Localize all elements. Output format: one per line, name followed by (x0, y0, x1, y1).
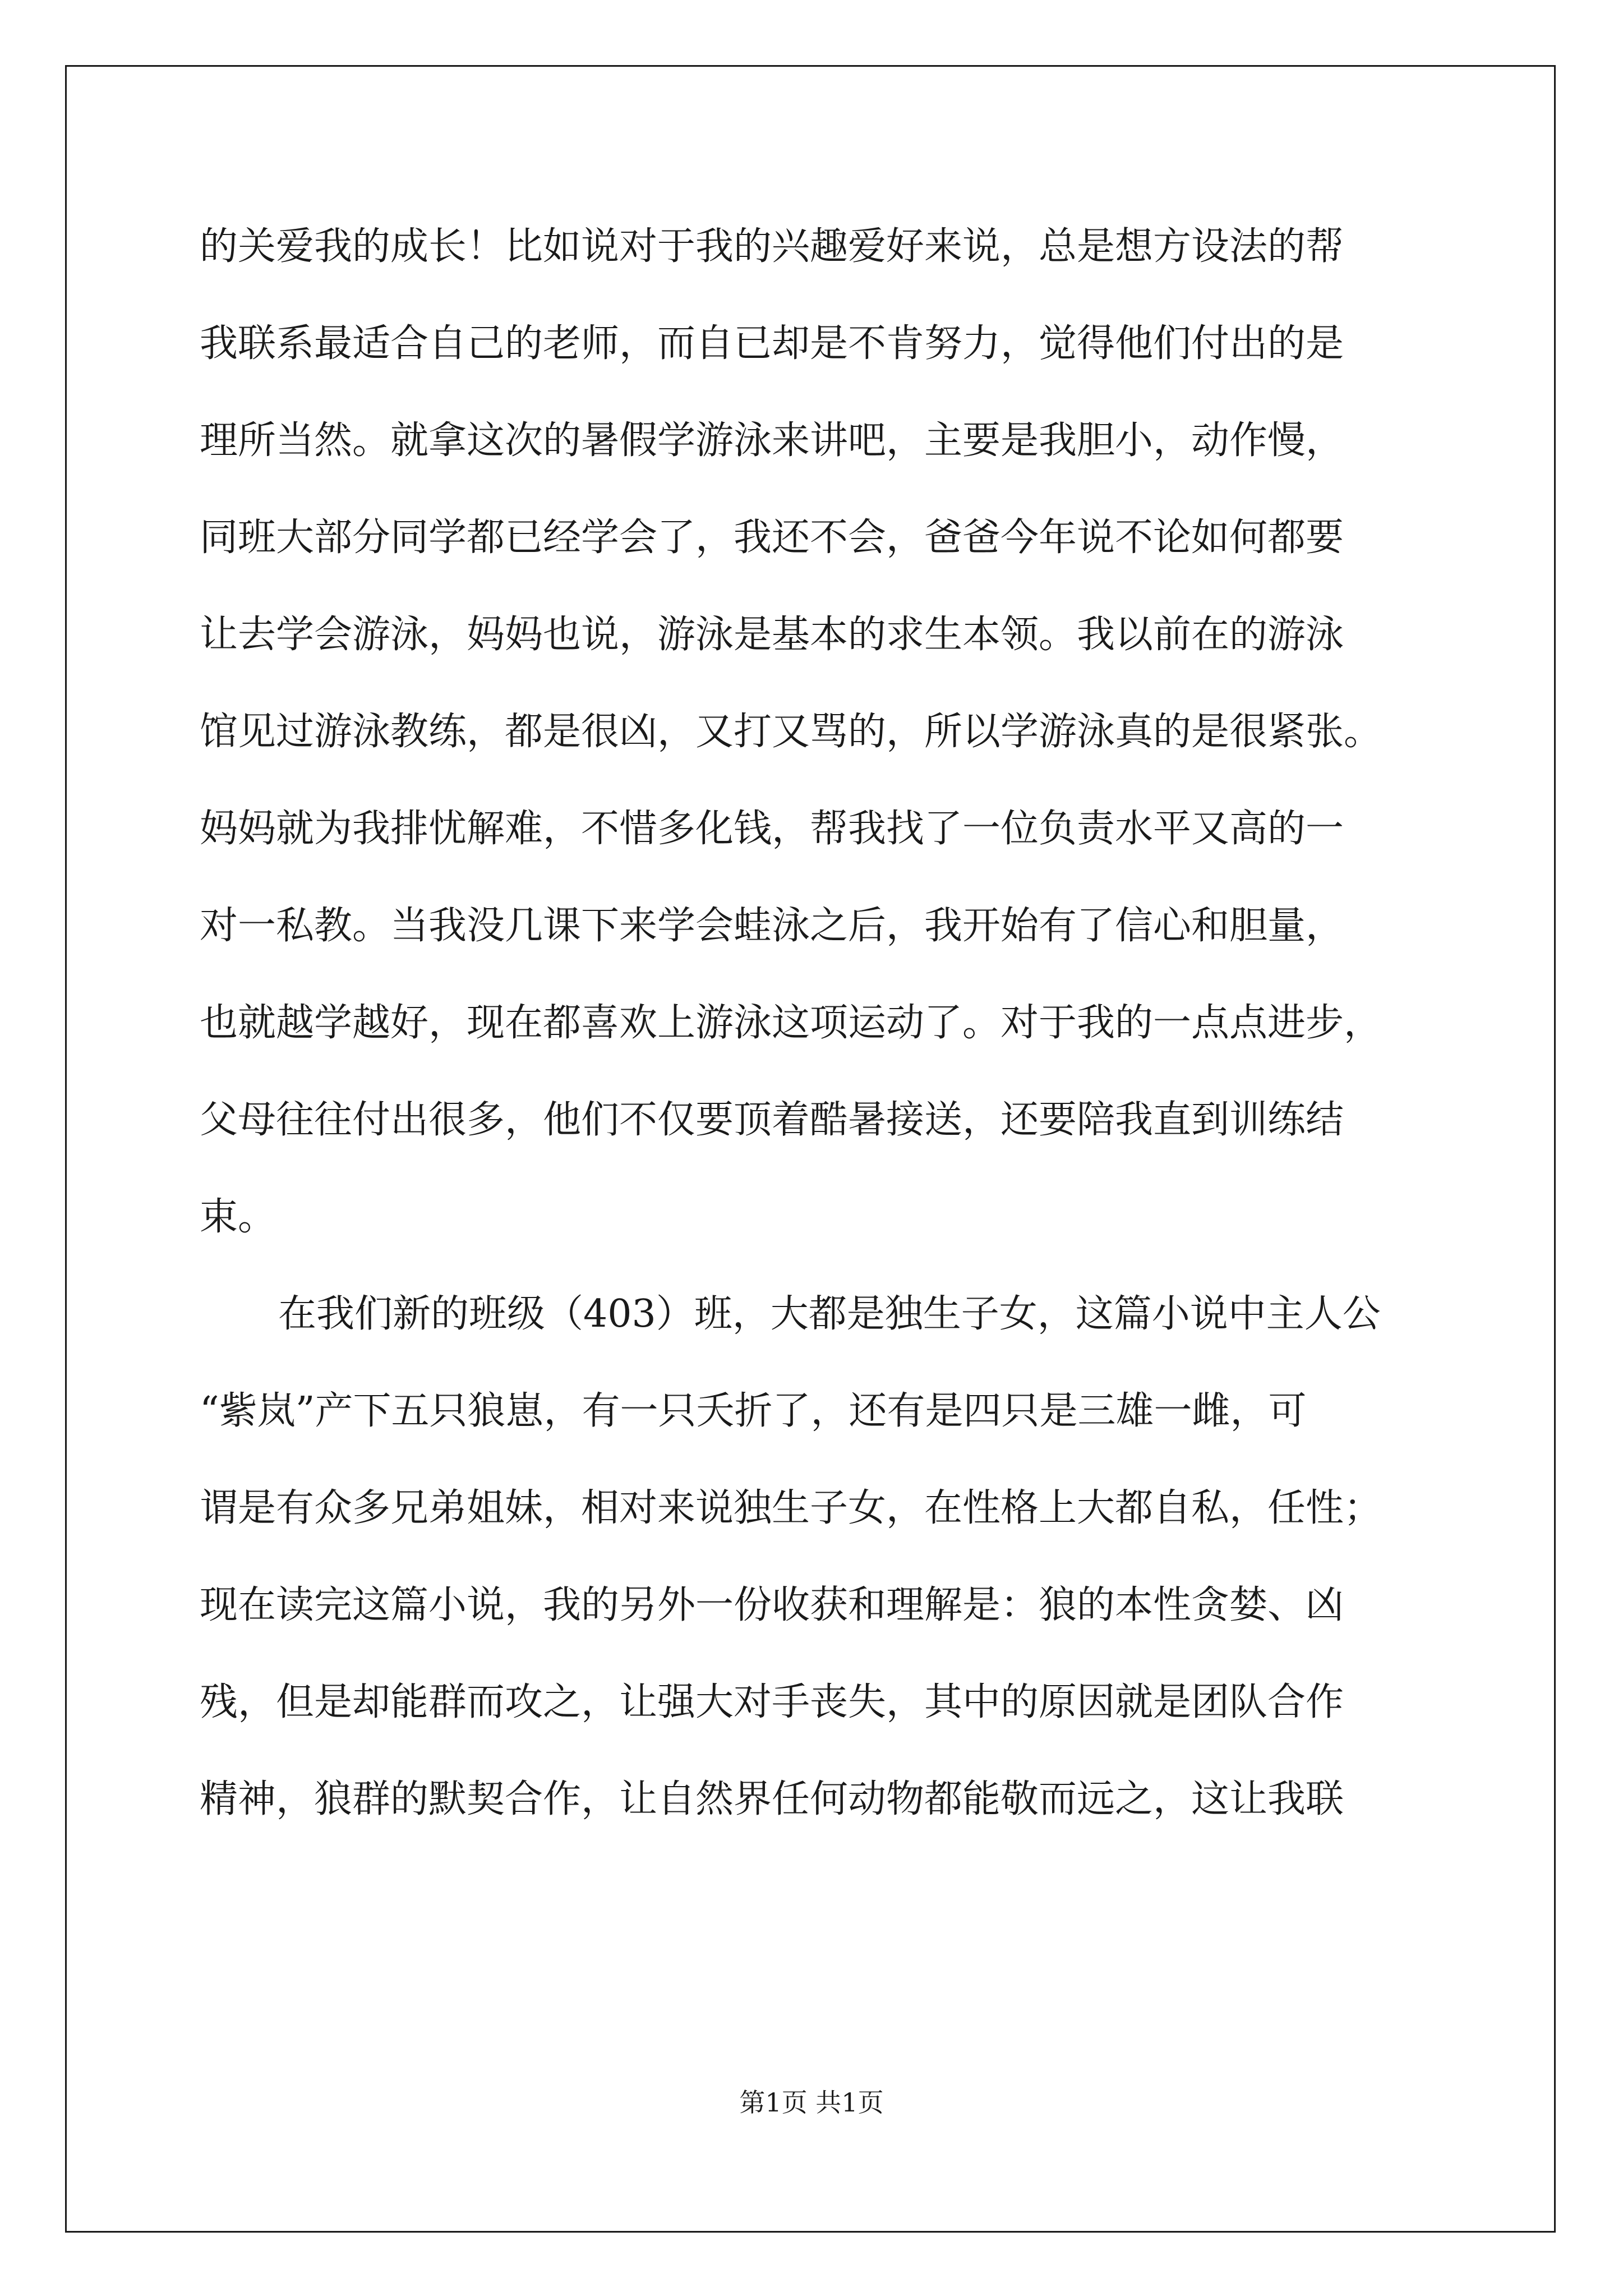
text-line: 理所当然。就拿这次的暑假学游泳来讲吧，主要是我胆小，动作慢， (200, 418, 1344, 463)
text-line: 对一私教。当我没几课下来学会蛙泳之后，我开始有了信心和胆量， (200, 904, 1344, 948)
text-line: 妈妈就为我排忧解难，不惜多化钱，帮我找了一位负责水平又高的一 (200, 807, 1344, 851)
text-line: 精神，狼群的默契合作，让自然界任何动物都能敬而远之，这让我联 (200, 1777, 1344, 1821)
text-line: 也就越学越好，现在都喜欢上游泳这项运动了。对于我的一点点进步， (200, 1001, 1382, 1045)
text-line: 馆见过游泳教练，都是很凶，又打又骂的，所以学游泳真的是很紧张。 (200, 710, 1382, 754)
text-line: 我联系最适合自己的老师，而自已却是不肯努力，觉得他们付出的是 (200, 321, 1344, 366)
text-line: “紫岚”产下五只狼崽，有一只夭折了，还有是四只是三雄一雌，可 (200, 1389, 1307, 1433)
page-footer: 第1页 共1页 (739, 2087, 884, 2118)
text-line: 谓是有众多兄弟姐妹，相对来说独生子女，在性格上大都自私，任性； (200, 1486, 1382, 1530)
text-line: 父母往往付出很多，他们不仅要顶着酷暑接送，还要陪我直到训练结 (200, 1098, 1344, 1142)
text-line: 束。 (200, 1195, 276, 1239)
page-border (65, 65, 1556, 2233)
text-line: 同班大部分同学都已经学会了，我还不会，爸爸今年说不论如何都要 (200, 516, 1344, 560)
text-line: 让去学会游泳，妈妈也说，游泳是基本的求生本领。我以前在的游泳 (200, 613, 1344, 657)
text-line: 残，但是却能群而攻之，让强大对手丧失，其中的原因就是团队合作 (200, 1680, 1344, 1724)
text-line: 现在读完这篇小说，我的另外一份收获和理解是：狼的本性贪婪、凶 (200, 1583, 1344, 1627)
paragraph-start-line: 在我们新的班级（403）班，大都是独生子女，这篇小说中主人公 (278, 1292, 1381, 1336)
text-line: 的关爱我的成长！比如说对于我的兴趣爱好来说，总是想方设法的帮 (200, 224, 1344, 269)
